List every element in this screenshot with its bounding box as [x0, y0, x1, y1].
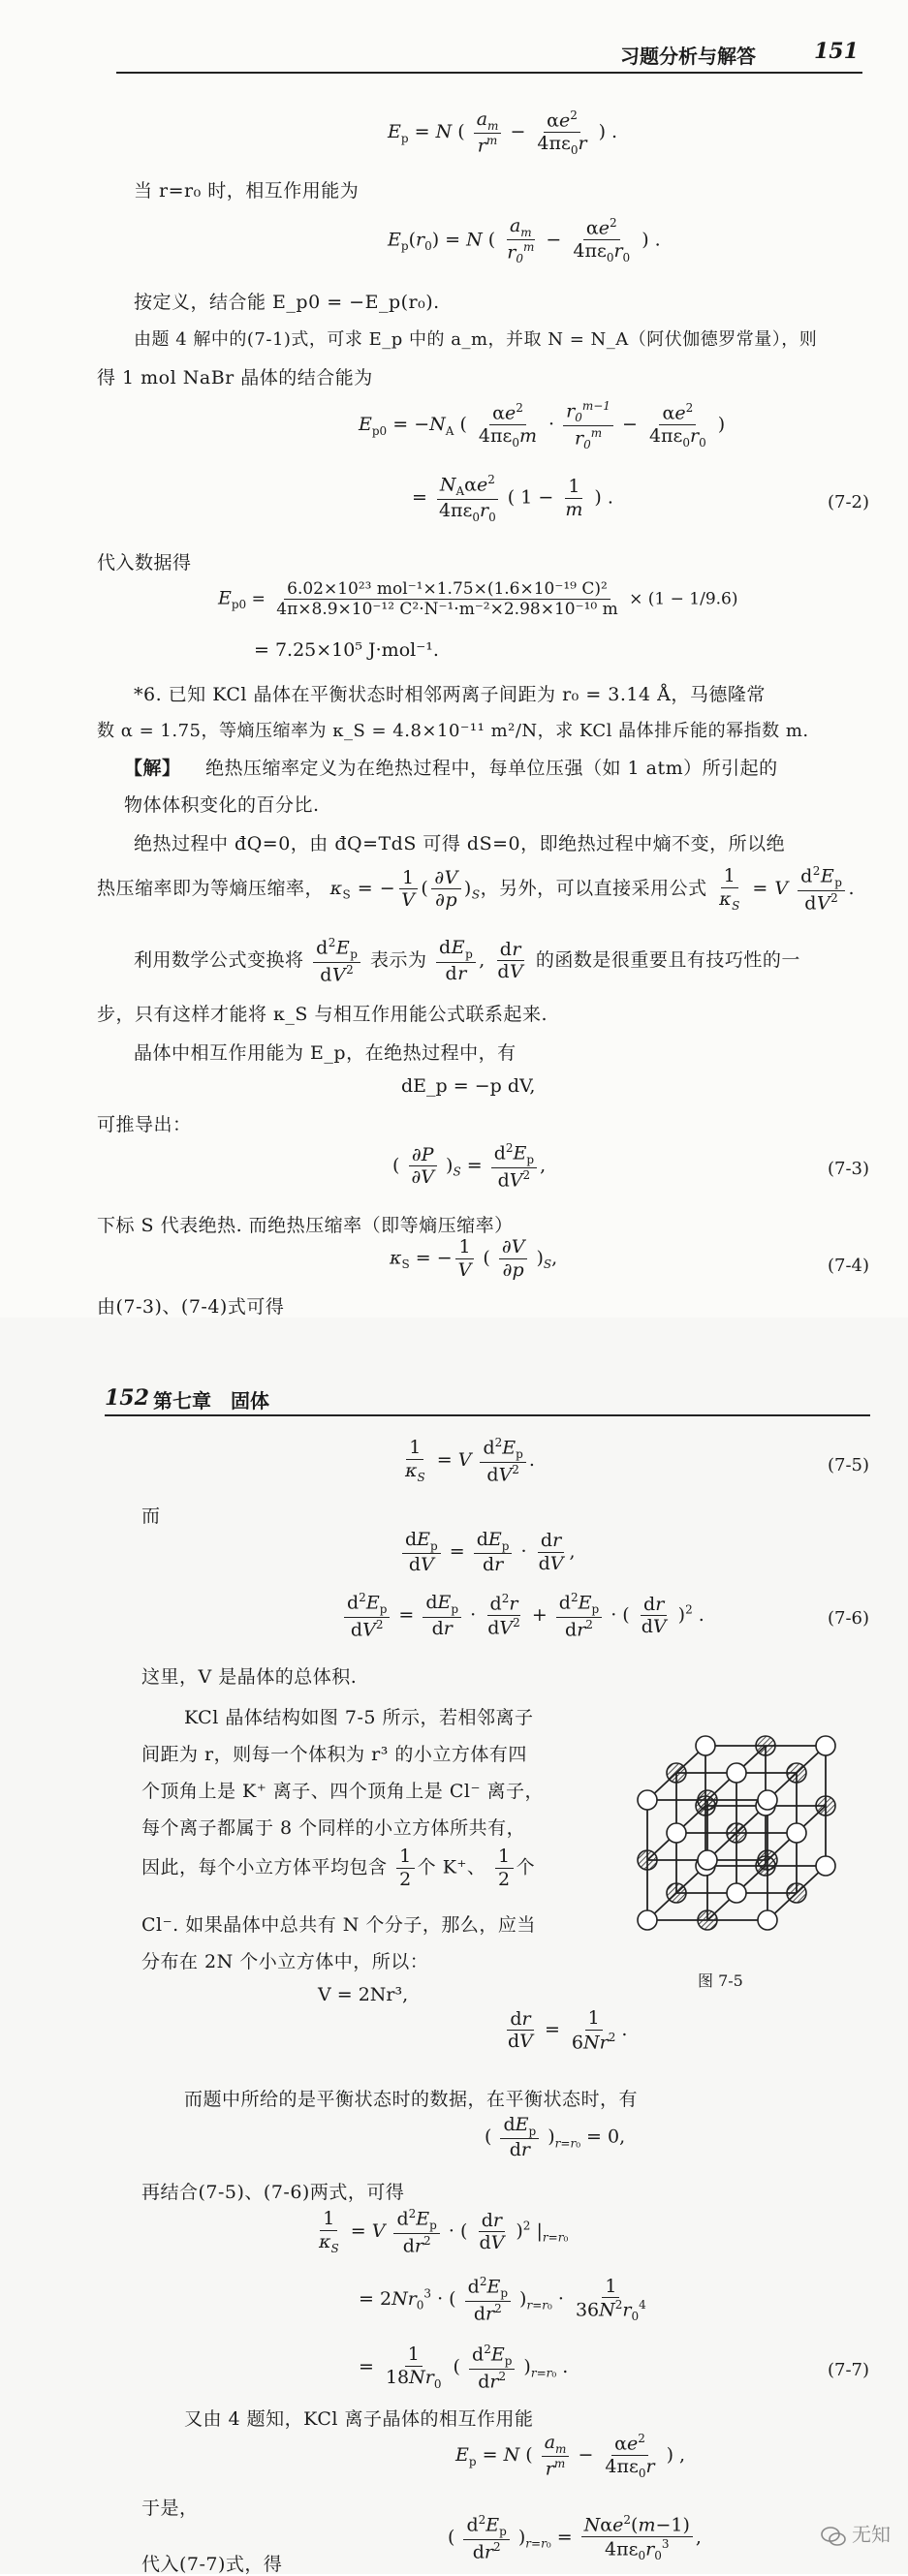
equation-volume: V = 2Nr³, [318, 1984, 409, 2005]
k-ion [727, 1763, 746, 1783]
text-line: 当 r=r₀ 时，相互作用能为 [134, 180, 360, 202]
running-header: 习题分析与解答 [620, 45, 756, 68]
text-line-fractions: 因此，每个小立方体平均包含 $\frac{1}{2}$ 个 K⁺、 $\frac{1}{2}$ 个 [141, 1846, 536, 1890]
text-line: 间距为 r，则每一个体积为 r³ 的小立方体有四 [141, 1744, 527, 1765]
text-line: 这里，V 是晶体的总体积. [141, 1666, 358, 1688]
k-ion [698, 1850, 717, 1870]
equation-ep0-simplified: = $\frac{N_A\alpha e^2}{4\pi\varepsilon_0r_0}$ ( 1 − $\frac{1}{m}$ ) . [412, 473, 613, 524]
equation-number: (7-4) [827, 1256, 869, 1276]
text-line: 于是， [141, 2498, 199, 2519]
cl-ion [638, 1850, 657, 1870]
page-number: 151 [814, 39, 859, 64]
equation-7-3: ( $\frac{\partial P}{\partial V}$ )$_S$ = $\frac{d^2E_p}{dV^2}$ , [392, 1141, 547, 1191]
equation-ep-kcl: $E_p = N$ ( $\frac{a_m}{r^m}$ − $\frac{\alpha e^2}{4\pi\varepsilon_0r}$ ) , [455, 2432, 686, 2480]
cl-ion [787, 1883, 806, 1903]
cl-ion [816, 1796, 835, 1816]
watermark: 无知 [821, 2519, 891, 2547]
text-line-kappa: 热压缩率即为等熵压缩率， $\kappa_S$ = − $\frac{1}{V}$ ( $\frac{\partial V}{\partial p}$ )$_S$，另外，可以直接采用公式 $\frac{1}{\kappa_S}$ = V $\frac{d^2E_p}{dV^2}$ . [97, 864, 856, 914]
text-line: 由题 4 解中的(7-1)式，可求 E_p 中的 a_m，并取 N = N_A（阿伏伽德罗常量），则 [134, 329, 818, 350]
cl-ion [698, 1910, 717, 1930]
k-ion [816, 1856, 835, 1876]
text-line: 得 1 mol NaBr 晶体的结合能为 [97, 367, 373, 388]
k-ion [816, 1736, 835, 1755]
equation-ep: $E_p = N$ ( $\frac{a_m}{r^m}$ − $\frac{\alpha e^2}{4\pi\varepsilon_0r}$ ) . [388, 109, 618, 157]
text-line: Cl⁻. 如果晶体中总共有 N 个分子，那么，应当 [141, 1914, 536, 1936]
wechat-icon [821, 2526, 846, 2547]
equation-second-derivative: ( $\frac{d^2E_p}{dr^2}$ )$_{r=r_0}$ = $\frac{N\alpha e^2(m-1)}{4\pi\varepsilon_0r_0^3}$ , [448, 2513, 702, 2563]
equation-ep0: $E_{p0} = -N_A$ ( $\frac{\alpha e^2}{4\pi\varepsilon_0m}$ · $\frac{r_0^{m-1}}{r_0^m}$ − $\frac{\alpha e^2}{4\pi\varepsilon_0r_0}$ ) [359, 399, 726, 451]
cl-ion [756, 1736, 775, 1755]
text-line: KCl 晶体结构如图 7-5 所示，若相邻离子 [184, 1707, 534, 1728]
k-ion [638, 1910, 657, 1930]
text-line: 又由 4 题知，KCl 离子晶体的相互作用能 [184, 2408, 534, 2430]
k-ion [667, 1823, 686, 1843]
text-line: 个顶角上是 K⁺ 离子、四个顶角上是 Cl⁻ 离子， [141, 1781, 545, 1802]
equation-number: (7-5) [827, 1455, 869, 1475]
header-rule [105, 1414, 870, 1416]
k-ion [696, 1736, 715, 1755]
solution-label: 【解】 [124, 758, 181, 779]
equation-7-7: = $\frac{1}{18Nr_0}$ ( $\frac{d^2E_p}{dr^2}$ )$_{r=r_0}$ . [359, 2343, 569, 2392]
equation-dep: dE_p = −p dV, [401, 1075, 536, 1097]
equation-kappa-1: $\frac{1}{\kappa_S}$ = V $\frac{d^2E_p}{dr^2}$ · ( $\frac{dr}{dV}$ )$^2$ $|_{r=r_0}$ [319, 2207, 569, 2256]
equation-number: (7-3) [827, 1159, 869, 1179]
equation-7-6: $\frac{d^2E_p}{dV^2}$ = $\frac{dE_p}{dr}$ · $\frac{d^2r}{dV^2}$ + $\frac{d^2E_p}{dr^2}$ · ( $\frac{dr}{dV}$ )$^2$ . [341, 1591, 704, 1641]
equation-equilibrium: ( $\frac{dE_p}{dr}$ )$_{r=r_0} = 0$, [485, 2114, 626, 2161]
question-6-line2: 数 α = 1.75，等熵压缩率为 κ_S = 4.8×10⁻¹¹ m²/N，求 KCl 晶体排斥能的幂指数 m. [97, 721, 809, 741]
equation-7-5: $\frac{1}{\kappa_S}$ = V $\frac{d^2E_p}{dV^2}$ . [405, 1436, 535, 1485]
text-line: 下标 S 代表绝热. 而绝热压缩率（即等熵压缩率） [97, 1215, 514, 1236]
text-line: 代入(7-7)式，得 [141, 2554, 283, 2575]
equation-ep-r0: $E_p(r_0) = N$ ( $\frac{a_m}{r_0^m}$ − $\frac{\alpha e^2}{4\pi\varepsilon_0r_0}$ ) . [388, 215, 661, 266]
question-6-line1: *6. 已知 KCl 晶体在平衡状态时相邻两离子间距为 r₀ = 3.14 Å，马德隆常 [134, 684, 766, 705]
k-ion [758, 1910, 777, 1930]
text-line: 而 [141, 1505, 161, 1527]
kcl-lattice-figure [620, 1695, 853, 1957]
text-line: 绝热过程中 đQ=0，由 đQ=TdS 可得 dS=0，即绝热过程中熵不变，所以绝 [134, 833, 786, 854]
text-line: 代入数据得 [97, 552, 192, 574]
equation-dr-dv: $\frac{dr}{dV}$ = $\frac{1}{6Nr^2}$ . [508, 2007, 628, 2054]
cl-ion [667, 1763, 686, 1783]
equation-7-4: $\kappa_S$ = − $\frac{1}{V}$ ( $\frac{\partial V}{\partial p}$ )$_S$, [390, 1236, 558, 1281]
text-line: 每个离子都属于 8 个同样的小立方体所共有， [141, 1817, 526, 1839]
text-line-transform: 利用数学公式变换将 $\frac{d^2E_p}{dV^2}$ 表示为 $\frac{dE_p}{dr}$ , $\frac{dr}{dV}$ 的函数是很重要且有技巧性的一 [134, 936, 800, 985]
text-line: 再结合(7-5)、(7-6)两式，可得 [141, 2182, 405, 2203]
equation-numeric: $E_{p0}$ = $\frac{\text{6.02×10²³ mol⁻¹×1.75×(1.6×10⁻¹⁹ C)²}}{\text{4π×8.9×10⁻¹² C²·N⁻¹·m⁻²×2.98×10⁻¹⁰ m}}$ × (1 − 1/9.6) [218, 579, 738, 620]
text-line: 分布在 2N 个小立方体中，所以： [141, 1951, 429, 1972]
k-ion [727, 1883, 746, 1903]
text-line: 晶体中相互作用能为 E_p，在绝热过程中，有 [134, 1042, 517, 1064]
text-line: 绝热压缩率定义为在绝热过程中，每单位压强（如 1 atm）所引起的 [205, 758, 778, 779]
k-ion [638, 1790, 657, 1810]
equation-number: (7-6) [827, 1608, 869, 1629]
cl-ion [787, 1763, 806, 1783]
text-line: 步，只有这样才能将 κ_S 与相互作用能公式联系起来. [97, 1004, 548, 1025]
page-number: 152 [105, 1385, 149, 1411]
equation-number: (7-2) [827, 492, 869, 512]
chapter-header: 第七章 固体 [153, 1389, 269, 1412]
text-line: 由(7-3)、(7-4)式可得 [97, 1296, 285, 1318]
equation-result: = 7.25×10⁵ J·mol⁻¹. [254, 639, 439, 661]
cl-ion [727, 1823, 746, 1843]
page-152 [0, 1318, 908, 2574]
cl-ion [698, 1790, 717, 1810]
text-line: 物体体积变化的百分比. [124, 794, 320, 816]
k-ion [787, 1823, 806, 1843]
equation-chain-1: $\frac{dE_p}{dV}$ = $\frac{dE_p}{dr}$ · $\frac{dr}{dV}$ , [399, 1529, 576, 1576]
equation-number: (7-7) [827, 2360, 869, 2380]
cl-ion [758, 1850, 777, 1870]
header-rule [116, 72, 862, 74]
text-line: 按定义，结合能 E_p0 = −E_p(r₀). [134, 292, 440, 313]
k-ion [758, 1790, 777, 1810]
equation-kappa-2: = $2Nr_0^3$ · ( $\frac{d^2E_p}{dr^2}$ )$_{r=r_0}$ · $\frac{1}{36N^2r_0^4}$ [359, 2275, 646, 2324]
text-line: 而题中所给的是平衡状态时的数据，在平衡状态时，有 [184, 2089, 639, 2110]
figure-caption: 图 7-5 [698, 1971, 743, 1990]
cl-ion [667, 1883, 686, 1903]
text-line: 可推导出： [97, 1114, 192, 1135]
